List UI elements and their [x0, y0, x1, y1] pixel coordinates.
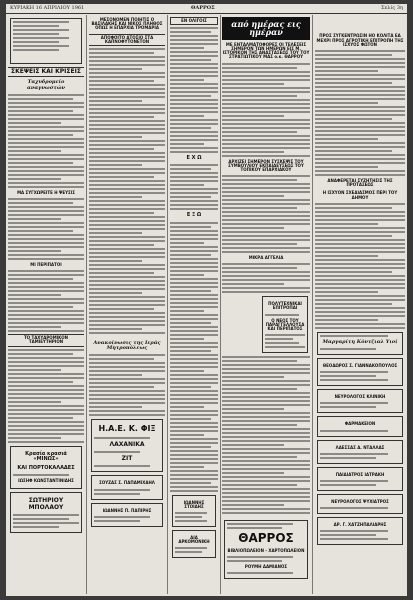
- newspaper-page: [6, 4, 407, 596]
- masthead-box: [10, 18, 82, 64]
- metropolis-notice-title: Ανακοίνωσις της Ιεράς Μητροπόλεως: [93, 339, 161, 352]
- article-heading: Ε Ξ Ω: [186, 212, 202, 219]
- article-heading: ΑΠΟΦΟΙΤΟ ΑΤΟΣΙΟ ΣΤΑ ΚΑΠΝΟΦΥΤΟΝΕΤΟΝ: [89, 34, 165, 46]
- article-heading: ΜΕΣΟΝΟΜΕΝ ΠΟΙΗΤΙΣ Ο ΒΑΣΙΛΑΚΗΣ ΚΑΙ ΝΙΚΟΣ ΠΛΗΘΟΣ ΟΠΩΣ Η ΕΠΑΡΧΙΑ ΤΡΟΜΑΡΙΑ: [91, 17, 163, 31]
- section-title: ΣΚΕΨΕΙΣ ΚΑΙ ΚΡΙΣΕΙΣ: [8, 67, 84, 77]
- column-5: [315, 15, 405, 594]
- column-1: [8, 15, 84, 594]
- column-5-headline: Η ΙΣΧΥΟΝ ΣΧΕΔΙΑΣΜΟΣ ΠΕΡΙ ΤΟΥ ΔΗΜΟΥ: [322, 190, 398, 200]
- neurology-clinic-ad-title: ΝΕΥΡΟΛΟΓΟΣ ΚΛΙΝΙΚΗ: [334, 394, 386, 400]
- column-5-headline: ΑΝΑΦΕΡΕΤΑΙ ΣΥΖΗΤΗΣΙΣ ΤΗΣ ΠΡΟΤΑΣΕΩΣ: [327, 177, 393, 188]
- classified-heading: ΜΙΚΡΑ ΑΓΓΕΛΙΑ: [248, 255, 284, 261]
- column-5-headline: ΠΡΟΣ ΣΥΓΚΕΝΤΡΩΣΙΝ ΗΟ ΚΟΛΙΤΑ ΕΑ ΜΕΧΡΙ ΠΡΟΣ ΑΓΡΟΤΙΚΗ ΕΠΙΤΡΟΠΗ ΤΗΣ ΙΣΧΥΟΣ ΦΩΤΟΝ: [316, 33, 404, 47]
- column-3: [170, 15, 218, 594]
- chatzipaliaris-ad-title: ΔΡ. Γ. ΧΑΤΖΗΠΑΛΙΑΡΗΣ: [333, 522, 387, 528]
- pharmacy-ad: [317, 416, 403, 436]
- pediatrician-ad: [317, 467, 403, 491]
- column-2: [89, 15, 165, 594]
- wine-ad-subtitle: ΚΑΙ ΠΟΡΤΟΚΑΛΑΔΕΣ: [17, 465, 75, 472]
- papiris-ad: [91, 503, 163, 527]
- stoidis-ad: [172, 495, 216, 527]
- wine-ad-title: Κρασία κρασιά «ΜΙΝΩΣ»: [25, 450, 67, 462]
- kontzial-ad: [317, 332, 403, 355]
- souzas-ad: [91, 475, 163, 499]
- hae-ad-zit: ΖΙΤ: [121, 455, 133, 463]
- second-headline: ΑΡΧΙΖΕΙ ΣΗΜΕΡΟΝ ΣΥΣΚΕΨΙΣ ΤΟΥ ΣΥΜΒΟΥΛΙΟΥ ΕΚΠΑΙΔΕΥΣΕΩΣ ΤΟΥ ΤΟΠΙΚΟΥ ΕΠΑΡΧΙΑΚΟΥ: [228, 158, 304, 172]
- article-heading: ΤΟ ΤΑΧΥΔΡΟΜΙΚΟΝ ΤΑΜΙΕΥΤΗΡΙΟΝ: [8, 334, 84, 346]
- pediatrician-ad-title: ΠΑΙΔΙΑΤΡΟΣ ΙΑΤΡΑΚΗ: [335, 471, 385, 477]
- article-heading: ΜΙ ΠΕΡΙΠΑΤΟΙ: [30, 261, 62, 267]
- arkomoniki-ad-title: ΔΙΑ ΑΡΚΟΜΟΝΙΚΗ: [178, 535, 210, 545]
- arkomoniki-ad: [172, 530, 216, 558]
- header-date: ΚΥΡΙΑΚΗ 16 ΑΠΡΙΛΙΟΥ 1961: [10, 5, 85, 11]
- chatzipaliaris-ad: [317, 517, 403, 545]
- giannakopoulos-ad-title: ΘΕΟΔΩΡΟΣ Σ. ΓΙΑΝΝΑΚΟΠΟΥΛΟΣ: [322, 362, 398, 368]
- souzas-ad-title: ΣΟΥΖΑΣ Σ. ΠΑΠΑΜΙΧΑΗΛ: [99, 480, 155, 486]
- neurology-clinic-ad: [317, 389, 403, 413]
- stoidis-ad-title: ΙΩΑΝΝΗΣ ΣΤΟΙΔΗΣ: [183, 499, 205, 509]
- header-page-number: Σελίς 3η: [381, 5, 403, 11]
- ntallas-ad: [317, 440, 403, 464]
- bookshop-title: ΘΑΡΡΟΣ: [238, 531, 294, 546]
- hae-ad-vegetables: ΛΑΧΑΝΙΚΑ: [109, 440, 145, 448]
- psychiatrist-ad-title: ΝΕΥΡΟΛΟΓΟΣ ΨΥΧΙΑΤΡΟΣ: [331, 498, 389, 504]
- article-heading: ΜΑ ΣΥΓΧΩΡΕΙΤΕ Η ΨΕΥΣΙΣ: [17, 189, 75, 195]
- hae-ad-title: Η.Α.Ε. Κ. ΦΙΞ: [98, 424, 156, 434]
- bookshop-owner: ΡΟΥΜΗ ΔΑΜΙΑΝΟΣ: [244, 564, 288, 569]
- column-4: [222, 15, 310, 594]
- bolaou-ad-title: ΣΩΤΗΡΙΟΥ ΜΠΟΛΑΟΥ: [28, 497, 64, 511]
- papiris-ad-title: ΙΩΑΝΝΗΣ Π. ΠΑΠΙΡΗΣ: [102, 507, 152, 513]
- pharmacy-ad-title: ΦΑΡΜΑΚΕΙΟΝ: [344, 421, 376, 427]
- ntallas-ad-title: ΛΑΕΣΣΑΣ Α. ΝΤΑΛΛΑΣ: [335, 444, 385, 450]
- lead-headline: ΜΕ ΕΝΤΑΛΜΑΤΟΦΟΡΕΣ ΟΙ ΤΕΛΕΣΕΙΣ ΣΗΜΕΡΟΝ ΤΩΝ ΗΜΕΡΩΝ ΕΙΣ Μ. ΙΣΤΟΡΙΚΟΝ ΤΗΣ ΑΝΑΣΤΑΣΕΩΣ ΤΟΥ ΤΟΥ ΣΤΡΑΤΙΩΤΙΚΟΥ ΜΑΣ ο.κ. ΘΑΡΡΟΥ: [222, 41, 310, 60]
- kontzial-ad-title: Μαργαρίτη Κόντζιαλ Υιοί: [322, 338, 398, 345]
- wine-ad: [10, 446, 82, 490]
- daily-banner: από ημέρας εις ημέραν: [222, 17, 310, 40]
- bookshop-subtitle: ΒΙΒΛΙΟΠΩΛΕΙΟΝ - ΧΑΡΤΟΠΩΛΕΙΟΝ: [227, 547, 305, 553]
- committees-title: ΠΟΛΥΤΕΧΝΙΚΑΙ ΕΠΙΤΡΟΠΑΙ: [268, 301, 302, 311]
- hae-ad: [91, 419, 163, 472]
- article-heading: ΕΝ ΟΛΙΓΟΙΣ: [170, 17, 218, 25]
- committees-box: [262, 296, 308, 353]
- committees-line: Ο ΝΕΟΣ ΤΟΥ ΠΑΡΑΓΓΕΛΛΟΥΣΑ ΚΑΙ ΠΕΡΙΠΑΤΟΣ: [265, 317, 305, 332]
- page-header: [6, 4, 407, 14]
- wine-ad-owner: ΙΩΣΗΦ ΚΩΝΣΤΑΝΤΙΝΙΔΗΣ: [18, 478, 74, 484]
- tharros-bookshop-ad: [224, 520, 308, 579]
- header-paper-name: ΘΑΡΡΟΣ: [191, 5, 215, 11]
- bolaou-ad: [10, 492, 82, 533]
- article-heading: Ε Χ Ω: [186, 155, 202, 162]
- feature-title: Ταχυδρομείο αναγνωστών: [27, 79, 65, 91]
- psychiatrist-ad: [317, 494, 403, 514]
- giannakopoulos-ad: [317, 358, 403, 386]
